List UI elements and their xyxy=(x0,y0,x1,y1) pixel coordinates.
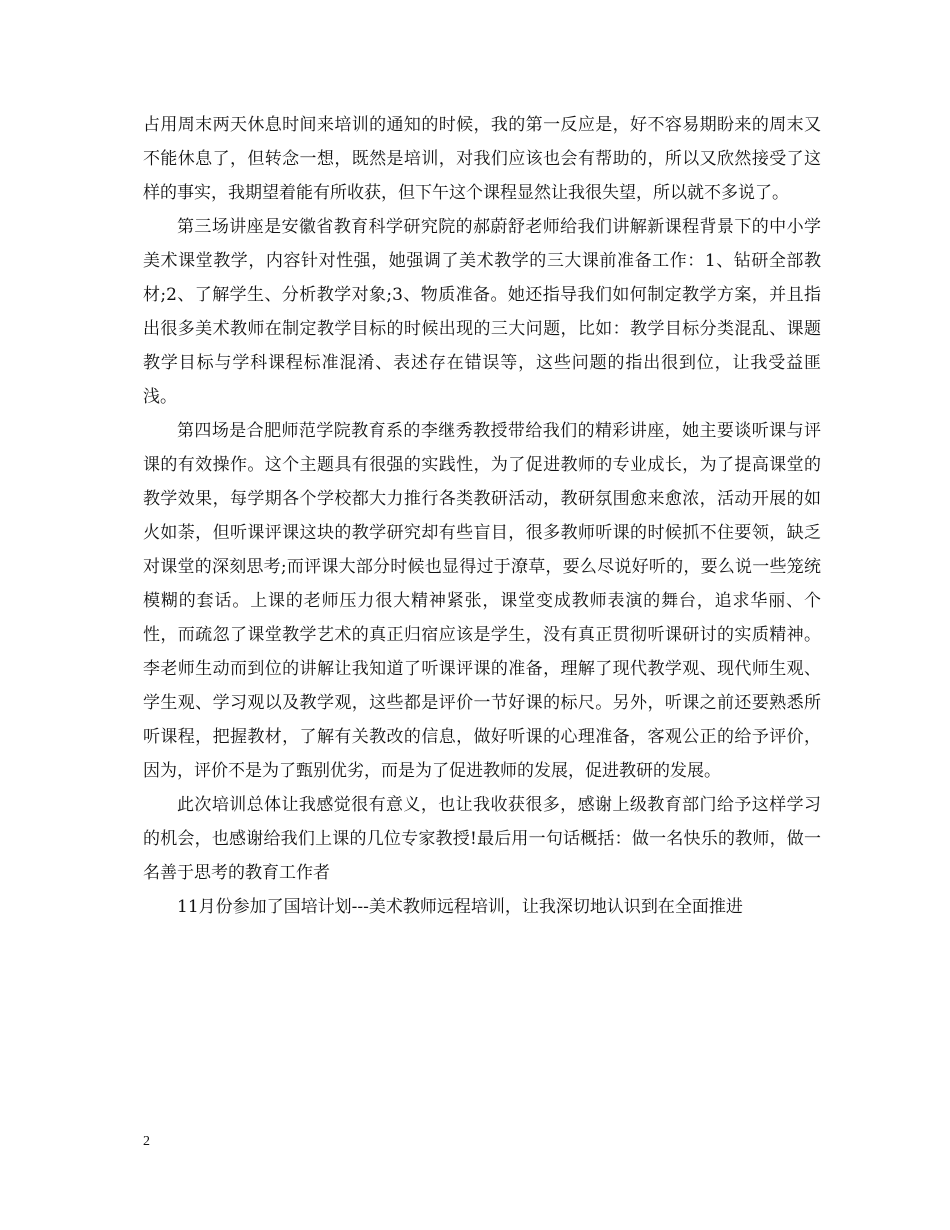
paragraph-3: 第四场是合肥师范学院教育系的李继秀教授带给我们的精彩讲座，她主要谈听课与评课的有效操作。这个主题具有很强的实践性，为了促进教师的专业成长，为了提高课堂的教学效果，每学期各个学校都大力推行各类教研活动，教研氛围愈来愈浓，活动开展的如火如荼，但听课评课这块的教学研究却有些盲目，很多教师听课的时候抓不住要领，缺乏对课堂的深刻思考;而评课大部分时候也显得过于潦草，要么尽说好听的，要么说一些笼统模糊的套话。上课的老师压力很大精神紧张，课堂变成教师表演的舞台，追求华丽、个性，而疏忽了课堂教学艺术的真正归宿应该是学生，没有真正贯彻听课研讨的实质精神。李老师生动而到位的讲解让我知道了听课评课的准备，理解了现代教学观、现代师生观、学生观、学习观以及教学观，这些都是评价一节好课的标尺。另外，听课之前还要熟悉所听课程，把握教材，了解有关教改的信息，做好听课的心理准备，客观公正的给予评价，因为，评价不是为了甄别优劣，而是为了促进教师的发展，促进教研的发展。 xyxy=(143,421,821,781)
paragraph-5: 11月份参加了国培计划---美术教师远程培训，让我深切地认识到在全面推进 xyxy=(177,897,743,917)
page-number: 2 xyxy=(143,1134,150,1149)
paragraph-1: 占用周末两天休息时间来培训的通知的时候，我的第一反应是，好不容易期盼来的周末又不能休息了，但转念一想，既然是培训，对我们应该也会有帮助的，所以又欣然接受了这样的事实，我期望着能有所收获，但下午这个课程显然让我很失望，所以就不多说了。 xyxy=(143,115,821,203)
paragraph-2: 第三场讲座是安徽省教育科学研究院的郝蔚舒老师给我们讲解新课程背景下的中小学美术课堂教学，内容针对性强，她强调了美术教学的三大课前准备工作：1、钻研全部教材;2、了解学生、分析教学对象;3、物质准备。她还指导我们如何制定教学方案，并且指出很多美术教师在制定教学目标的时候出现的三大问题，比如：教学目标分类混乱、课题教学目标与学科课程标准混淆、表述存在错误等，这些问题的指出很到位，让我受益匪浅。 xyxy=(143,217,821,407)
document-body xyxy=(143,108,821,924)
paragraph-4: 此次培训总体让我感觉很有意义，也让我收获很多，感谢上级教育部门给予这样学习的机会，也感谢给我们上课的几位专家教授!最后用一句话概括：做一名快乐的教师，做一名善于思考的教育工作者 xyxy=(143,795,821,883)
